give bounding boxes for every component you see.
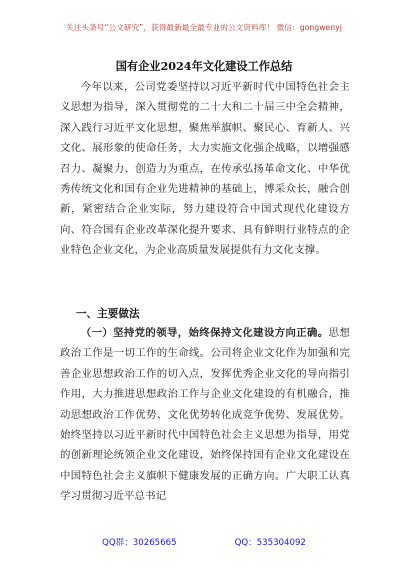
header-promo-note: 关注头条号“公文研究”，获得最新最全最专业的公文资料库！ 微信：gongwenyj: [66, 23, 342, 32]
footer-qq-group: QQ群：30265665: [102, 538, 177, 548]
footer-contacts: [0, 536, 408, 548]
subsection-paragraph: [60, 323, 350, 507]
section-heading: 一、主要做法: [76, 308, 140, 320]
document-title: 国有企业2024年文化建设工作总结: [115, 59, 293, 73]
subsection-lead: （一）坚持党的领导，始终保持文化建设方向正确。: [80, 327, 329, 339]
footer-qq: QQ：535304092: [234, 538, 306, 548]
subsection-body: 思想政治工作是一切工作的生命线。公司将企业文化作为加强和完善企业思想政治工作的切入点，发挥优秀企业文化的导向指引作用，大力推进思想政治工作与企业文化建设的有机融合，推动思想政治工作优势、文化优势转化成竞争优势、发展优势。始终坚持以习近平新时代中国特色社会主义思想为指导，用党的创新理论统领企业文化建设，始终保持国有企业文化建设在中国特色社会主义旗帜下健康发展的正确方向。广大职工认真学习贯彻习近平总书记: [60, 327, 351, 503]
intro-paragraph: 今年以来，公司党委坚持以习近平新时代中国特色社会主义思想为指导，深入贯彻党的二十大和二十届三中全会精神，深入践行习近平文化思想，聚焦举旗帜、聚民心、育新人、兴文化、展形象的使命任务，大力实施文化强企战略，以增强感召力、凝聚力、创造力为重点，在传承弘扬革命文化、中华优秀传统文化和国有企业先进精神的基础上，博采众长，融合创新，紧密结合企业实际，努力建设符合中国式现代化建设方向、符合国有企业改革深化提升要求、具有鲜明行业特点的企业特色企业文化，为企业高质量发展提供有力文化支撑。: [60, 81, 350, 257]
